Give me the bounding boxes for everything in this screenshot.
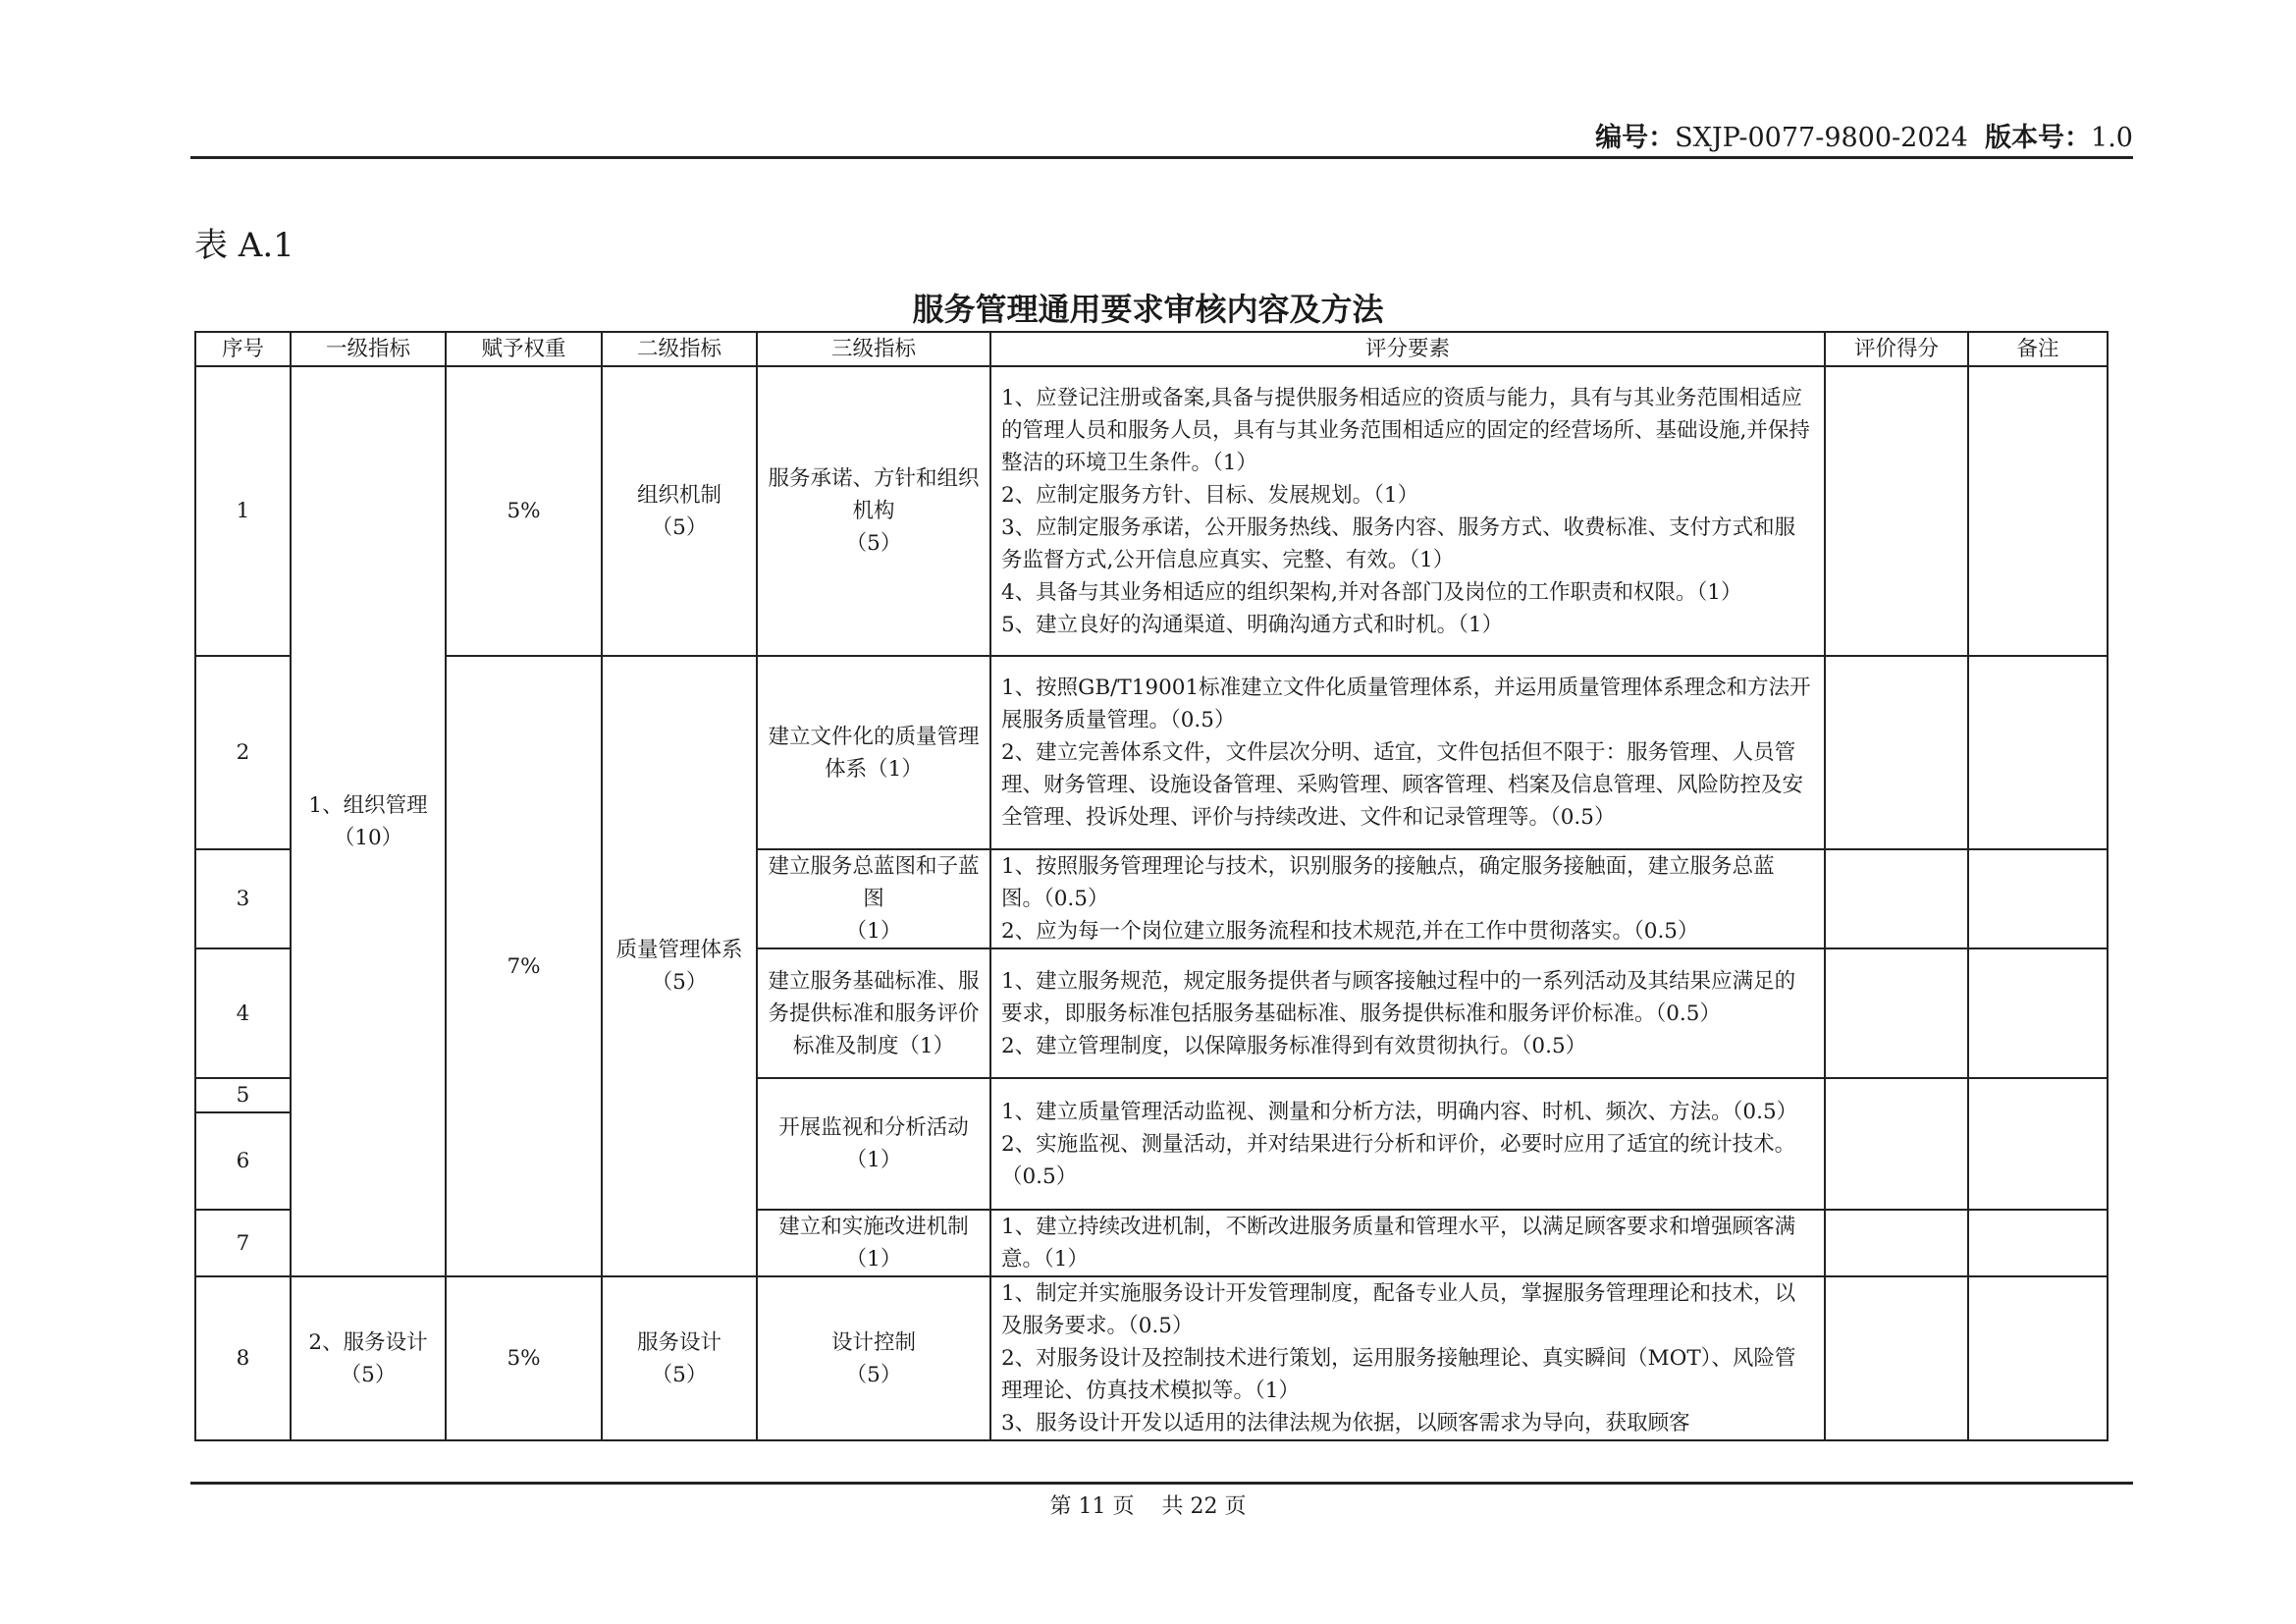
row-no: 1 [195, 366, 291, 656]
level3-cell: 建立服务基础标准、服务提供标准和服务评价标准及制度（1） [757, 948, 990, 1078]
row-no: 5 [195, 1078, 291, 1112]
row-no: 8 [195, 1276, 291, 1440]
level2-cell: 质量管理体系 （5） [602, 656, 757, 1276]
col-remark: 备注 [1968, 332, 2108, 366]
remark-cell[interactable] [1968, 656, 2108, 849]
col-level2: 二级指标 [602, 332, 757, 366]
level1-cell: 1、组织管理 （10） [291, 366, 446, 1276]
row-no: 7 [195, 1210, 291, 1276]
col-level3: 三级指标 [757, 332, 990, 366]
col-score: 评价得分 [1825, 332, 1968, 366]
row-no: 6 [195, 1112, 291, 1210]
weight-cell: 5% [446, 366, 602, 656]
table-row [195, 656, 2108, 849]
remark-cell[interactable] [1968, 1210, 2108, 1276]
score-cell[interactable] [1825, 849, 1968, 948]
table-label: 表 A.1 [194, 226, 294, 265]
elements-cell: 1、应登记注册或备案,具备与提供服务相适应的资质与能力，具有与其业务范围相适应的管理人员和服务人员，具有与其业务范围相适应的固定的经营场所、基础设施,并保持整洁的环境卫生条件。（1） 2、应制定服务方针、目标、发展规划。（1） 3、应制定服务承诺，公开服务热线、服务内容、服务方式、收费标准、支付方式和服务监督方式,公开信息应真实、完整、有效。（1） 4、具备与其业务相适应的组织架构,并对各部门及岗位的工作职责和权限。（1） 5、建立良好的沟通渠道、明确沟通方式和时机。（1） [990, 366, 1825, 656]
score-cell[interactable] [1825, 1276, 1968, 1440]
elements-cell: 1、建立服务规范，规定服务提供者与顾客接触过程中的一系列活动及其结果应满足的要求，即服务标准包括服务基础标准、服务提供标准和服务评价标准。（0.5） 2、建立管理制度，以保障服务标准得到有效贯彻执行。（0.5） [990, 948, 1825, 1078]
table-row [195, 1276, 2108, 1440]
level2-cell: 服务设计 （5） [602, 1276, 757, 1440]
level2-cell: 组织机制 （5） [602, 366, 757, 656]
col-level1: 一级指标 [291, 332, 446, 366]
document-code: 编号：SXJP-0077-9800-2024 版本号：1.0 [1595, 123, 2133, 153]
footer-rule [190, 1482, 2133, 1485]
elements-cell: 1、建立质量管理活动监视、测量和分析方法，明确内容、时机、频次、方法。（0.5） 2、实施监视、测量活动，并对结果进行分析和评价，必要时应用了适宜的统计技术。（0.5） [990, 1078, 1825, 1210]
score-cell[interactable] [1825, 1210, 1968, 1276]
elements-cell: 1、建立持续改进机制，不断改进服务质量和管理水平，以满足顾客要求和增强顾客满意。（1） [990, 1210, 1825, 1276]
level3-cell: 开展监视和分析活动 （1） [757, 1078, 990, 1210]
col-no: 序号 [195, 332, 291, 366]
remark-cell[interactable] [1968, 366, 2108, 656]
table-row [195, 366, 2108, 656]
score-cell[interactable] [1825, 948, 1968, 1078]
score-cell[interactable] [1825, 656, 1968, 849]
col-weight: 赋予权重 [446, 332, 602, 366]
weight-cell: 7% [446, 656, 602, 1276]
level3-cell: 建立服务总蓝图和子蓝图 （1） [757, 849, 990, 948]
level3-cell: 设计控制 （5） [757, 1276, 990, 1440]
remark-cell[interactable] [1968, 1078, 2108, 1210]
level3-cell: 服务承诺、方针和组织机构 （5） [757, 366, 990, 656]
col-elements: 评分要素 [990, 332, 1825, 366]
level3-cell: 建立文件化的质量管理体系（1） [757, 656, 990, 849]
row-no: 3 [195, 849, 291, 948]
header-row [195, 332, 2108, 366]
level1-cell: 2、服务设计 （5） [291, 1276, 446, 1440]
level3-cell: 建立和实施改进机制（1） [757, 1210, 990, 1276]
elements-cell: 1、按照服务管理理论与技术，识别服务的接触点，确定服务接触面，建立服务总蓝图。（0.5） 2、应为每一个岗位建立服务流程和技术规范,并在工作中贯彻落实。（0.5） [990, 849, 1825, 948]
score-cell[interactable] [1825, 366, 1968, 656]
row-no: 4 [195, 948, 291, 1078]
elements-cell: 1、制定并实施服务设计开发管理制度，配备专业人员，掌握服务管理理论和技术，以及服务要求。（0.5） 2、对服务设计及控制技术进行策划，运用服务接触理论、真实瞬间（MOT）、风险管理理论、仿真技术模拟等。（1） 3、服务设计开发以适用的法律法规为依据，以顾客需求为导向，获取顾客 [990, 1276, 1825, 1440]
remark-cell[interactable] [1968, 948, 2108, 1078]
elements-cell: 1、按照GB/T19001标准建立文件化质量管理体系，并运用质量管理体系理念和方法开展服务质量管理。（0.5） 2、建立完善体系文件，文件层次分明、适宜，文件包括但不限于：服务管理、人员管理、财务管理、设施设备管理、采购管理、顾客管理、档案及信息管理、风险防控及安全管理、投诉处理、评价与持续改进、文件和记录管理等。（0.5） [990, 656, 1825, 849]
page-number: 第 11 页 共 22 页 [1049, 1494, 1247, 1519]
header-rule [190, 156, 2133, 159]
row-no: 2 [195, 656, 291, 849]
table-title: 服务管理通用要求审核内容及方法 [912, 291, 1384, 328]
audit-table [194, 331, 2109, 1441]
remark-cell[interactable] [1968, 849, 2108, 948]
weight-cell: 5% [446, 1276, 602, 1440]
score-cell[interactable] [1825, 1078, 1968, 1210]
remark-cell[interactable] [1968, 1276, 2108, 1440]
